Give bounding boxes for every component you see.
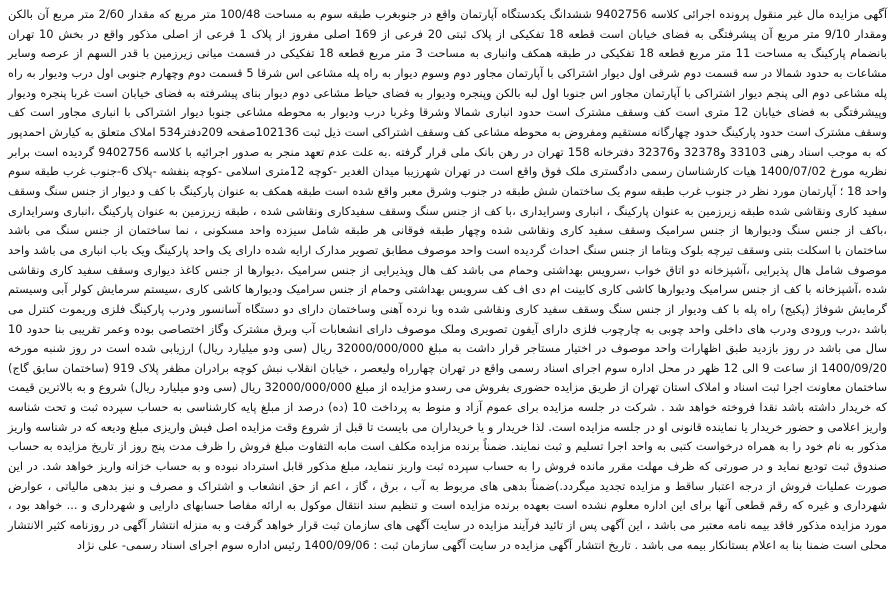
- auction-notice-text: آگهی مزایده مال غیر منقول پرونده اجرائی کلاسه 9402756 ششدانگ یکدستگاه آپارتمان واقع در جنوبغرب طبقه سوم به مساحت 100/48 متر مربع که مقدار 2/60 متر مربع آن بالکن ومقدار 9/10 متر مربع آن پیشرفتگی به فضای خیابان است قطعه 18 تفکیکی از پلاک ثبتی 20 فرعی از 169 اصلی مفروز از پلاک 1 فرعی از اصلی مذکور واقع در بخش 10 تهران بانضمام پارکینگ به مساحت 11 متر مربع قطعه 18 تفکیکی در طبقه همکف وانباری به مساحت 3 متر مربع قطعه 18 تفکیکی در قسمت میانی زیرزمین با قدر السهم از عرصه وسایر مشاعات به حدود شمالا در سه قسمت دوم شرقی اول دیوار اشتراکی با آپارتمان مجاور دوم وسوم دیوار به راه پله مشاعی اس شرقا 5 قسمت دوم وچهارم جنوبی اول درب ودیوار به راه پله مشاعی دوم الی پنجم دیوار اشتراکی با آپارتمان مجاور اس جنوبا اول لبه بالکن وپنجره ودیوار به فضای حیاط مشاعی دوم دیوار بنای پیشرفته به فضای خیابان است غربا پنجره ودیوار وپیشرفتگی به فضای خیابان 12 متری است کف وسقف مشترک است حدود انباری شمالا وشرقا وغربا درب ودیوار به محوطه مشاعی جنوبا دیوار اشتراکی با انباری مجاور است کف وسقف مشترک است حدود پارکینگ حدود چهارگانه مستقیم ومفروض به محوطه مشاعی کف وسقف اشتراکی است ذیل ثبت 102136صفحه 209دفتر534 املاک متعلق به کیارش احمدپور که به موجب اسناد رهنی 33103 و32378 و32376 دفترخانه 158 تهران در رهن بانک ملی قرار گرفته .به علت عدم تعهد منجر به صدور اجرائیه با کلاسه 9402756 گردیده است برابر نظریه مورخ 1400/07/02 هیات کارشناسان رسمی دادگستری ملک فوق واقع است در تهران شهرزیبا میدان الغدیر -کوچه 12متری اسلامی -کوچه بنفشه -پلاک 6-جنوب غرب طبقه سوم واحد 18 ؛ آپارتمان مورد نظر در جنوب غرب طبقه سوم یک ساختمان شش طبقه در جنوب وشرق معبر واقع شده است طبقه همکف به عنوان پارکینگ با کف و دیوار از جنس سنگ وسقف سفید کاری ونقاشی شده طبقه زیرزمین به عنوان پارکینگ ، انباری وسرایداری ،با کف از جنس سنگ وسقف سفیدکاری ونقاشی شده ، طبقه زیرزمین به عنوان پارکینگ ،انباری وسرایداری ،باکف از جنس سنگ ودیوارها از جنس سرامیک وسقف سفید کاری ونقاشی شده وچهار طبقه فوقانی هر طبقه شامل سیزده واحد مسکونی ، نما ساختمان از جنس سنگ می باشد ساختمان با اسکلت بتنی وسقف تیرچه بلوک وبتاما از جنس سنگ احداث گردیده است واحد موصوف مطابق تصویر مدارک ارایه شده دارای یک واحد پارکینگ ویک باب انباری می باشد واحد موصوف شامل هال پذیرایی ،آشپزخانه دو اتاق خواب ،سرویس بهداشتی وحمام می باشد کف هال وپذیرایی از جنس سرامیک ،دیوارها از جنس کاغذ دیواری وسقف سفید کاری ونقاشی شده ،آشپزخانه با کف از جنس سرامیک ودیوارها کاشی کاری کابینت ام دی اف کف سرویس بهداشتی وحمام از جنس سرامیک ودیوارها کاشی کاری ،سیستم سرمایش کولر آبی وسیستم گرمایش شوفاژ (پکیج) راه پله با کف ودیوار از جنس سنگ وسقف سفید کاری ونقاشی شده وبا نرده آهنی وساختمان دارای دو دستگاه آسانسور ودرب پارکینگ فلزی وریموت کنترل می باشد ،درب ورودی ودرب های داخلی واحد چوبی به چارچوب فلزی دارای آیفون تصویری وملک موصوف دارای انشعابات آب وبرق مشترک وگاز اختصاصی بوده وعمر تقریبی بنا حدود 10 سال می باشد در روز بازدید طبق اظهارات واحد موصوف در اختیار مستاجر قرار داشت به مبلغ 32000/000/000 ریال (سی ودو میلیارد ریال) ارزیابی شده است در روز شنبه مورخه 1400/09/20 از ساعت 9 الی 12 ظهر در محل اداره سوم اجرای اسناد رسمی واقع در تهران چهارراه ولیعصر ، خیابان انقلاب نبش کوچه برادران مظفر پلاک 919 (ساختمان سابق گاج) ساختمان معاونت اجرا ثبت اسناد و املاک استان تهران از طریق مزایده حضوری بفروش می رسدو مزایده از مبلغ 32000/000/000 ریال (سی ودو میلیارد ریال) شروع و به بالاترین قیمت که خریدار داشته باشد نقدا فروخته خواهد شد . شرکت در جلسه مزایده برای عموم آزاد و منوط به پرداخت 10 (ده) درصد از مبلغ پایه کارشناسی به حساب سپرده ثبت و تحت شناسه واریز اعلامی و حضور خریدار یا نماینده قانونی او در جلسه مزایده است. لذا خریدار و یا خریداران می بایست تا قبل از شروع وقت مزایده اصل فیش واریزی مبلغ ودیعه که در شناسه واریز مذکور به نام خود را به همراه درخواست کتبی به واحد اجرا تسلیم و ثبت نمایند. ضمناً برنده مزایده مکلف است مابه التفاوت مبلغ فروش را ظرف مدت پنج روز از تاریخ مزایده به حساب صندوق ثبت تودیع نماید و در صورتی که ظرف مهلت مقرر مانده فروش را به حساب سپرده ثبت واریز ننماید، مبلغ مذکور قابل استرداد نبوده و به حساب خزانه واریز خواهد شد. در این صورت عملیات فروش از درجه اعتبار ساقط و مزایده تجدید میگردد.)ضمناً بدهی های مربوط به آب ، برق ، گاز ، اعم از حق انشعاب و اشتراک و مصرف و نیز بدهی مالیاتی ، عوارض شهرداری و غیره که رقم قطعی آنها برای این اداره معلوم نشده است بعهده برنده مزایده است و تنظیم سند انتقال موکول به ارائه مفاصا حسابهای دارایی و شهرداری و ... خواهد بود ، مورد مزایده مذکور فاقد بیمه نامه معتبر می باشد ، این آگهی پس از تائید فرآیند مزایده در سایت آگهی های سازمان ثبت قرار خواهد گرفت و به منزله انتشار آگهی در روزنامه کثیر الانتشار محلی است ضمنا بنا به اعلام بستانکار بیمه می باشد . تاریخ انتشار آگهی مزایده در سایت آگهی سازمان ثبت : 1400/09/06 رئیس اداره سوم اجرای اسناد رسمی- علی نژاد: [8, 7, 888, 552]
